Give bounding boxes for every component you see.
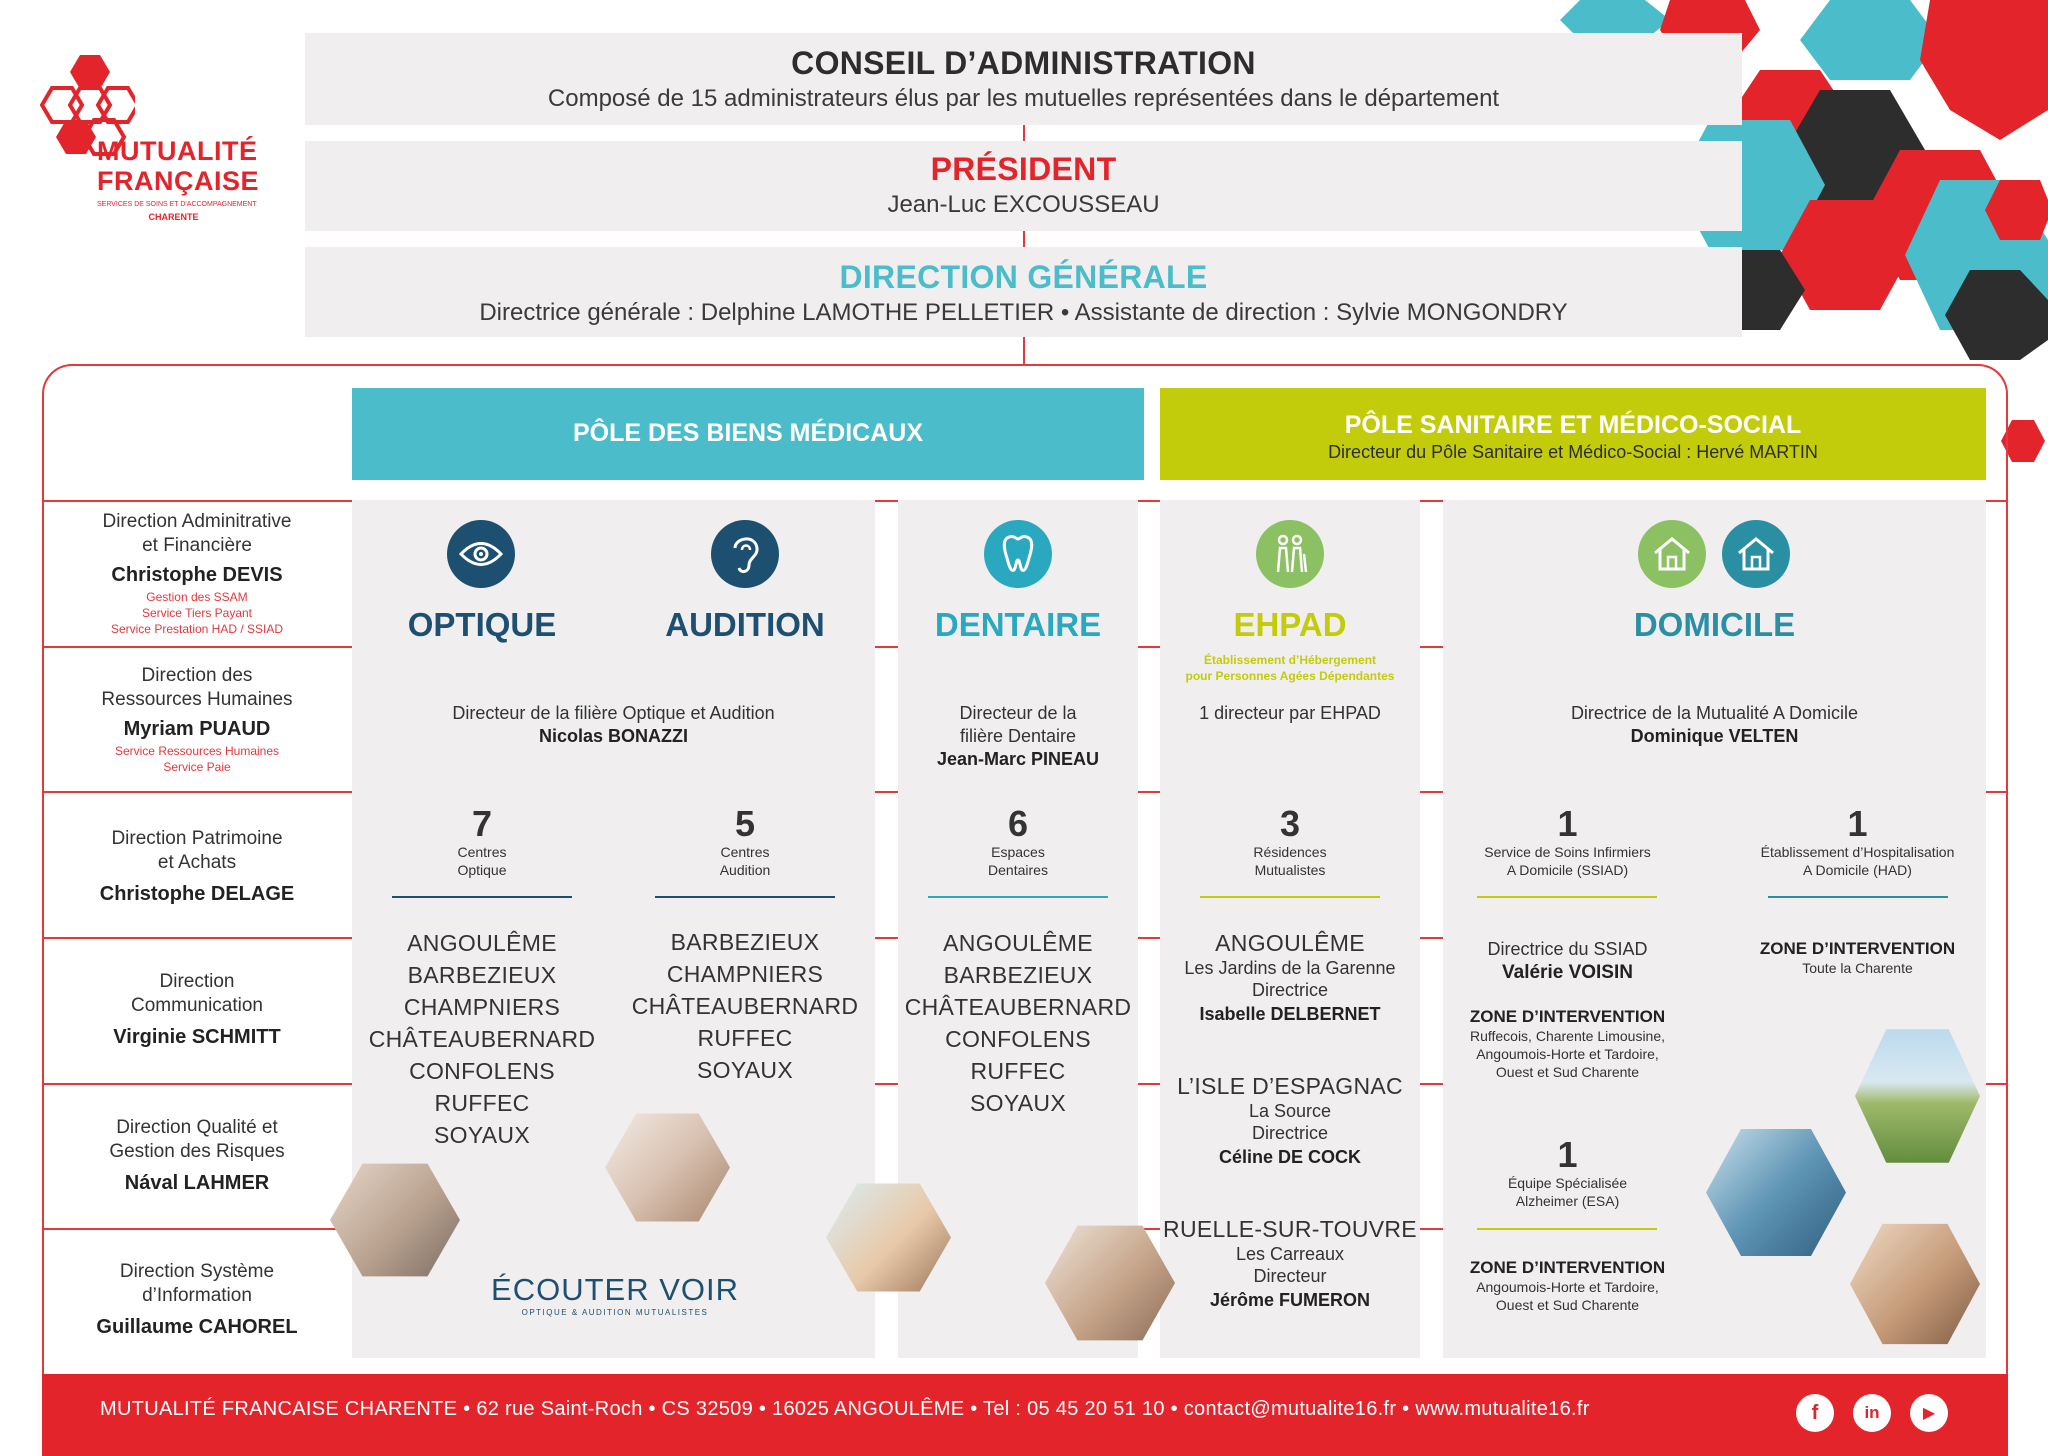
logo — [40, 50, 260, 230]
residence-name: Les Jardins de la Garenne — [1184, 958, 1396, 978]
president-box — [305, 141, 1742, 231]
city: CHÂTEAUBERNARD — [904, 994, 1132, 1020]
domicile-title: DOMICILE — [1633, 606, 1796, 643]
brand-main: ÉCOUTER VOIR — [491, 1272, 739, 1307]
ssiad-zone — [1450, 1007, 1685, 1081]
city: CONFOLENS — [945, 1026, 1091, 1052]
pole-biens-title: PÔLE DES BIENS MÉDICAUX — [572, 419, 924, 447]
audition-title: AUDITION — [665, 606, 825, 643]
row-separator — [42, 791, 352, 793]
zone-line: Ouest et Sud Charente — [1495, 1297, 1640, 1313]
eye-icon — [447, 520, 515, 588]
city: BARBEZIEUX — [407, 962, 557, 988]
director-label: Directeur de la — [959, 703, 1077, 723]
ehpad-title: EHPAD — [1233, 606, 1347, 643]
count-label: Équipe Spécialisée — [1507, 1175, 1628, 1191]
row-separator-stub — [875, 1083, 898, 1085]
subtitle-line: pour Personnes Agées Dépendantes — [1185, 669, 1395, 683]
city: CHÂTEAUBERNARD — [631, 993, 859, 1019]
divider — [1200, 896, 1380, 898]
city: BARBEZIEUX — [670, 929, 820, 955]
zone-line: Toute la Charente — [1802, 960, 1913, 976]
row-separator-stub — [875, 646, 898, 648]
audition-cities — [615, 926, 875, 1086]
divider — [928, 896, 1108, 898]
residence-role: Directrice — [1251, 1123, 1328, 1143]
residence-city: ANGOULÊME — [1215, 930, 1365, 956]
count-label: Résidences — [1253, 844, 1327, 860]
direction-generale-title: DIRECTION GÉNÉRALE — [839, 259, 1208, 295]
row-separator — [42, 646, 352, 648]
row-separator — [42, 1228, 352, 1230]
residence-city: L’ISLE D’ESPAGNAC — [1177, 1073, 1403, 1099]
count-label: Centres — [457, 844, 507, 860]
zone-title: ZONE D’INTERVENTION — [1469, 1007, 1666, 1026]
zone-line: Angoumois-Horte et Tardoire, — [1476, 1046, 1659, 1062]
optique-count — [382, 805, 582, 879]
dentaire-director — [898, 702, 1138, 771]
row-separator-stub — [1138, 500, 1160, 502]
home-icon — [1722, 520, 1790, 588]
dentaire-count — [898, 805, 1138, 879]
direction-row — [42, 1116, 352, 1195]
count-label: Établissement d’Hospitalisation — [1760, 844, 1955, 860]
director-name: Jean-Marc PINEAU — [936, 749, 1100, 769]
divider — [392, 896, 572, 898]
city: RUFFEC — [434, 1090, 530, 1116]
city: RUFFEC — [970, 1058, 1066, 1084]
optique-audition-director — [352, 702, 875, 748]
count-number: 1 — [1847, 803, 1868, 844]
city: CONFOLENS — [409, 1058, 555, 1084]
count-label: Centres — [720, 844, 770, 860]
subtitle-line: Établissement d’Hébergement — [1203, 653, 1377, 667]
city: SOYAUX — [970, 1090, 1066, 1116]
direction-row — [42, 827, 352, 906]
connector — [1023, 337, 1025, 364]
direction-title: Direction des — [141, 665, 253, 686]
direction-title: et Financière — [142, 535, 252, 556]
residence-director: Jérôme FUMERON — [1209, 1290, 1371, 1310]
count-label: A Domicile (SSIAD) — [1506, 862, 1629, 878]
row-separator — [42, 1083, 352, 1085]
direction-title: Direction Adminitrative — [102, 511, 292, 532]
divider — [1477, 896, 1657, 898]
home-icon — [1638, 520, 1706, 588]
residence-role: Directrice — [1251, 980, 1328, 1000]
row-separator-stub — [1420, 1083, 1443, 1085]
director-label: Directrice du SSIAD — [1487, 939, 1648, 959]
logo-region: CHARENTE — [148, 212, 199, 222]
city: ANGOULÊME — [407, 930, 557, 956]
divider — [1477, 1228, 1657, 1230]
direction-title: Direction Système — [119, 1261, 275, 1282]
audition-count — [645, 805, 845, 879]
count-label: Audition — [719, 862, 771, 878]
row-separator-stub — [1138, 1083, 1160, 1085]
count-number: 1 — [1557, 1134, 1578, 1175]
director-name: Nicolas BONAZZI — [538, 726, 689, 746]
direction-title: Gestion des Risques — [109, 1141, 285, 1162]
direction-service: Gestion des SSAM — [146, 590, 248, 604]
direction-title: d’Information — [142, 1285, 252, 1306]
direction-head: Guillaume CAHOREL — [96, 1316, 298, 1338]
count-label: Mutualistes — [1254, 862, 1326, 878]
zone-line: Angoumois-Horte et Tardoire, — [1476, 1279, 1659, 1295]
city: SOYAUX — [697, 1057, 793, 1083]
president-title: PRÉSIDENT — [930, 151, 1117, 187]
direction-row — [42, 510, 352, 637]
conseil-title: CONSEIL D’ADMINISTRATION — [791, 45, 1256, 81]
direction-service: Service Paie — [163, 760, 231, 774]
row-separator — [42, 500, 352, 502]
director-label: Directeur de la filière Optique et Audition — [452, 703, 775, 723]
residence-name: Les Carreaux — [1235, 1244, 1345, 1264]
city: BARBEZIEUX — [943, 962, 1093, 988]
count-label: Service de Soins Infirmiers — [1484, 844, 1651, 860]
row-separator-stub — [1420, 791, 1443, 793]
tooth-icon — [984, 520, 1052, 588]
residence-role: Directeur — [1253, 1266, 1327, 1286]
direction-generale-subtitle: Directrice générale : Delphine LAMOTHE PELLETIER • Assistante de direction : Sylvie MONGONDRY — [479, 299, 1568, 326]
row-separator-stub — [875, 791, 898, 793]
direction-head: Nával LAHMER — [124, 1172, 270, 1194]
row-separator-stub — [1138, 646, 1160, 648]
esa-zone — [1450, 1258, 1685, 1314]
pole-biens-medicaux — [352, 388, 1144, 480]
had-count — [1740, 805, 1975, 879]
zone-line: Ouest et Sud Charente — [1495, 1064, 1640, 1080]
row-separator-stub — [1986, 1083, 2008, 1085]
direction-row — [42, 970, 352, 1049]
ehpad-residence — [1160, 1216, 1420, 1311]
director-label: filière Dentaire — [959, 726, 1077, 746]
city: CHÂTEAUBERNARD — [368, 1026, 596, 1052]
divider — [1768, 896, 1948, 898]
residence-name: La Source — [1248, 1101, 1332, 1121]
direction-service: Service Ressources Humaines — [114, 744, 280, 758]
count-number: 5 — [734, 803, 756, 844]
linkedin-icon[interactable]: in — [1853, 1394, 1891, 1432]
footer-contact: MUTUALITÉ FRANCAISE CHARENTE • 62 rue Saint-Roch • CS 32509 • 16025 ANGOULÊME • Tel : 05 45 20 51 10 • contact@mutualite16.fr • www.mutualite16.fr — [100, 1398, 1590, 1420]
ssiad-count — [1450, 805, 1685, 879]
dentaire-cities — [898, 927, 1138, 1119]
logo-line2: FRANÇAISE — [97, 166, 260, 196]
zone-title: ZONE D’INTERVENTION — [1759, 939, 1956, 958]
facebook-icon[interactable]: f — [1796, 1394, 1834, 1432]
city: CHAMPNIERS — [666, 961, 824, 987]
direction-title: Communication — [131, 995, 263, 1016]
count-number: 6 — [1007, 803, 1029, 844]
direction-head: Myriam PUAUD — [123, 718, 271, 740]
pole-sanitaire — [1160, 388, 1986, 480]
count-number: 7 — [471, 803, 493, 844]
row-separator-stub — [1138, 937, 1160, 939]
direction-head: Christophe DELAGE — [99, 883, 295, 905]
director-name: Dominique VELTEN — [1630, 726, 1799, 746]
divider — [655, 896, 835, 898]
pole-sanitaire-title: PÔLE SANITAIRE ET MÉDICO-SOCIAL — [1344, 411, 1802, 439]
elderly-couple-icon — [1256, 520, 1324, 588]
ssiad-director — [1450, 938, 1685, 984]
count-label: Optique — [457, 862, 507, 878]
connector — [1023, 231, 1025, 247]
pole-sanitaire-subtitle: Directeur du Pôle Sanitaire et Médico-Social : Hervé MARTIN — [1328, 442, 1818, 462]
row-separator-stub — [875, 500, 898, 502]
ehpad-residence — [1160, 930, 1420, 1025]
residence-city: RUELLE-SUR-TOUVRE — [1163, 1216, 1417, 1242]
row-separator-stub — [1420, 1228, 1443, 1230]
conseil-box — [305, 33, 1742, 125]
city: CHAMPNIERS — [403, 994, 561, 1020]
ehpad-subtitle — [1160, 652, 1420, 684]
ehpad-count — [1160, 805, 1420, 879]
direction-row — [42, 1260, 352, 1339]
youtube-icon[interactable]: ▶ — [1910, 1394, 1948, 1432]
residence-director: Céline DE COCK — [1218, 1147, 1362, 1167]
direction-title: Direction — [159, 971, 235, 992]
optique-title: OPTIQUE — [407, 606, 557, 643]
count-label: Dentaires — [988, 862, 1048, 878]
direction-title: et Achats — [157, 852, 237, 873]
ecouter-voir-logo — [480, 1272, 750, 1317]
optique-cities — [352, 927, 612, 1151]
ear-icon — [711, 520, 779, 588]
direction-title: Direction Qualité et — [116, 1117, 278, 1138]
brand-sub: OPTIQUE & AUDITION MUTUALISTES — [521, 1308, 709, 1317]
conseil-subtitle: Composé de 15 administrateurs élus par les mutuelles représentées dans le département — [547, 85, 1500, 112]
direction-generale-box — [305, 247, 1742, 337]
row-separator-stub — [1420, 937, 1443, 939]
direction-service: Service Prestation HAD / SSIAD — [110, 622, 284, 636]
city: ANGOULÊME — [943, 930, 1093, 956]
director-label: Directrice de la Mutualité A Domicile — [1570, 703, 1859, 723]
esa-count — [1450, 1136, 1685, 1210]
row-separator-stub — [1986, 500, 2008, 502]
count-label: Alzheimer (ESA) — [1515, 1193, 1620, 1209]
row-separator-stub — [1986, 791, 2008, 793]
count-label: A Domicile (HAD) — [1803, 862, 1912, 878]
direction-service: Service Tiers Payant — [141, 606, 253, 620]
connector — [1023, 125, 1025, 141]
zone-title: ZONE D’INTERVENTION — [1469, 1258, 1666, 1277]
row-separator — [42, 937, 352, 939]
direction-title: Direction Patrimoine — [111, 828, 283, 849]
direction-head: Virginie SCHMITT — [113, 1026, 281, 1048]
logo-tagline: SERVICES DE SOINS ET D'ACCOMPAGNEMENT — [97, 201, 257, 208]
president-name: Jean-Luc EXCOUSSEAU — [887, 191, 1160, 218]
logo-line1: MUTUALITÉ — [97, 136, 258, 166]
direction-row — [42, 664, 352, 775]
direction-head: Christophe DEVIS — [111, 564, 283, 586]
row-separator-stub — [1420, 646, 1443, 648]
residence-director: Isabelle DELBERNET — [1199, 1004, 1381, 1024]
dentaire-title: DENTAIRE — [934, 606, 1102, 643]
ehpad-residence — [1160, 1073, 1420, 1168]
count-number: 1 — [1557, 803, 1578, 844]
row-separator-stub — [1420, 500, 1443, 502]
director-name: Valérie VOISIN — [1502, 962, 1633, 983]
domicile-director — [1443, 702, 1986, 748]
footer — [42, 1374, 2008, 1456]
row-separator-stub — [875, 937, 898, 939]
city: SOYAUX — [434, 1122, 530, 1148]
city: RUFFEC — [697, 1025, 793, 1051]
count-label: Espaces — [991, 844, 1045, 860]
count-number: 3 — [1279, 803, 1301, 844]
row-separator-stub — [1138, 791, 1160, 793]
zone-line: Ruffecois, Charente Limousine, — [1469, 1028, 1666, 1044]
direction-title: Ressources Humaines — [101, 689, 293, 710]
had-zone — [1740, 939, 1975, 977]
ehpad-director: 1 directeur par EHPAD — [1199, 703, 1381, 723]
